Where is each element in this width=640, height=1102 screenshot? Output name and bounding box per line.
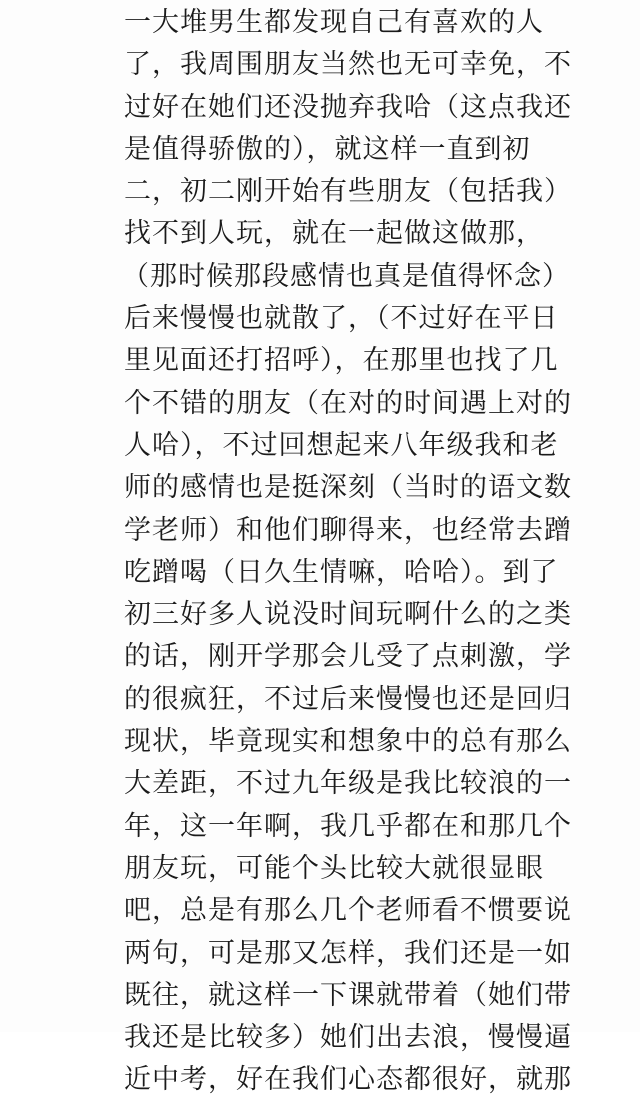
text-line-17: 的很疯狂，不过后来慢慢也还是回归 [124,683,572,715]
text-line-22: 吧，总是有那么几个老师看不惯要说 [124,895,572,927]
text-line-18: 现状，毕竟现实和想象中的总有那么 [124,726,572,758]
text-line-10: 个不错的朋友（在对的时间遇上对的 [124,387,572,419]
text-line-23: 两句，可是那又怎样，我们还是一如 [124,937,572,969]
text-line-4: 是值得骄傲的），就这样一直到初 [124,133,531,165]
text-line-15: 初三好多人说没时间玩啊什么的之类 [124,599,572,631]
text-line-12: 师的感情也是挺深刻（当时的语文数 [124,472,572,504]
text-line-2: 了，我周围朋友当然也无可幸免，不 [124,49,572,81]
text-line-13: 学老师）和他们聊得来，也经常去蹭 [124,514,572,546]
text-line-20: 年，这一年啊，我几乎都在和那几个 [124,810,572,842]
text-line-24: 既往，就这样一下课就带着（她们带 [124,979,572,1011]
text-line-5: 二，初二刚开始有些朋友（包括我） [124,176,572,208]
text-line-11: 人哈），不过回想起来八年级我和老 [124,429,559,461]
text-line-19: 大差距，不过九年级是我比较浪的一 [124,768,572,800]
text-line-9: 里见面还打招呼），在那里也找了几 [124,345,559,377]
text-line-7: （那时候那段感情也真是值得怀念） [122,260,570,292]
text-line-1: 一大堆男生都发现自己有喜欢的人 [124,7,544,38]
text-line-8: 后来慢慢也就散了，（不过好在平日 [124,303,559,335]
text-line-14: 吃蹭喝（日久生情嘛，哈哈）。到了 [124,556,559,588]
handwritten-text-block [124,2,624,1102]
text-line-3: 过好在她们还没抛弃我哈（这点我还 [124,91,572,123]
text-line-6: 找不到人玩，就在一起做这做那， [124,218,544,250]
text-line-26: 近中考，好在我们心态都很好，就那 [124,1064,572,1096]
text-line-16: 的话，刚开学那会儿受了点刺激，学 [124,641,572,673]
text-line-25: 我还是比较多）她们出去浪，慢慢逼 [124,1022,572,1054]
text-line-21: 朋友玩，可能个头比较大就很显眼 [124,852,544,884]
